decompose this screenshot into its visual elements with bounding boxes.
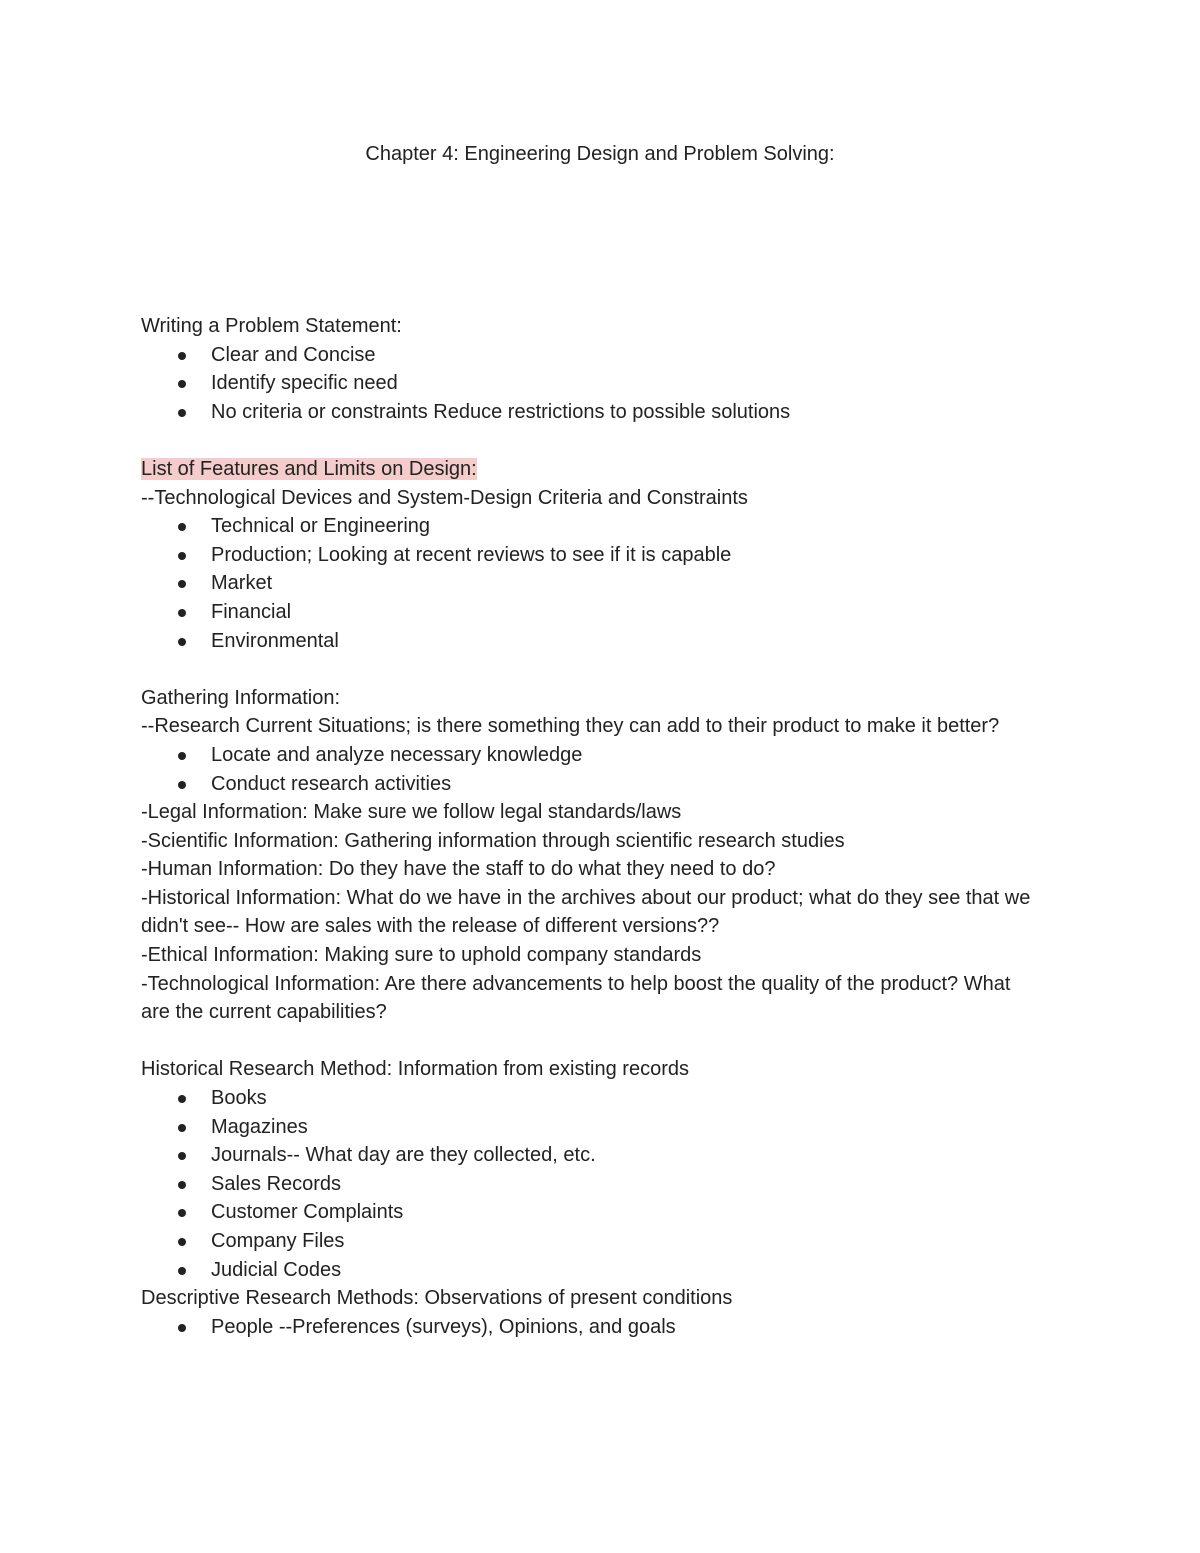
list-item: Production; Looking at recent reviews to see if it is capable bbox=[141, 541, 1041, 570]
gathering-note-scientific: -Scientific Information: Gathering information through scientific research studies bbox=[141, 829, 845, 852]
descriptive-heading: Descriptive Research Methods: Observations of present conditions bbox=[141, 1287, 733, 1310]
descriptive-list bbox=[141, 1313, 1041, 1342]
list-item: People --Preferences (surveys), Opinions, and goals bbox=[141, 1313, 1041, 1342]
list-item: No criteria or constraints Reduce restrictions to possible solutions bbox=[141, 398, 1041, 427]
list-item: Environmental bbox=[141, 627, 1041, 656]
gathering-note-technological: -Technological Information: Are there advancements to help boost the quality of the product? What are the current capabilities? bbox=[141, 972, 1011, 1024]
gathering-list bbox=[141, 741, 1041, 798]
list-item: Locate and analyze necessary knowledge bbox=[141, 741, 1041, 770]
list-item: Sales Records bbox=[141, 1170, 1041, 1199]
features-list bbox=[141, 512, 1041, 655]
gathering-note-legal: -Legal Information: Make sure we follow legal standards/laws bbox=[141, 801, 682, 824]
list-item: Company Files bbox=[141, 1227, 1041, 1256]
gathering-note-historical: -Historical Information: What do we have in the archives about our product; what do they see that we didn't see-- How are sales with the release of different versions?? bbox=[141, 886, 1031, 938]
list-item: Magazines bbox=[141, 1113, 1041, 1142]
historical-list bbox=[141, 1084, 1041, 1284]
list-item: Journals-- What day are they collected, etc. bbox=[141, 1141, 1041, 1170]
document-body bbox=[141, 312, 1041, 1341]
gathering-subheading: --Research Current Situations; is there something they can add to their product to make it better? bbox=[141, 715, 1000, 738]
historical-heading: Historical Research Method: Information from existing records bbox=[141, 1058, 689, 1081]
list-item: Financial bbox=[141, 598, 1041, 627]
list-item: Market bbox=[141, 569, 1041, 598]
features-heading-row bbox=[141, 455, 1041, 484]
list-item: Books bbox=[141, 1084, 1041, 1113]
problem-statement-heading: Writing a Problem Statement: bbox=[141, 315, 402, 337]
list-item: Conduct research activities bbox=[141, 770, 1041, 799]
features-heading: List of Features and Limits on Design: bbox=[141, 457, 477, 480]
problem-statement-list bbox=[141, 341, 1041, 427]
list-item: Technical or Engineering bbox=[141, 512, 1041, 541]
page-title: Chapter 4: Engineering Design and Problem Solving: bbox=[365, 143, 835, 165]
list-item: Identify specific need bbox=[141, 369, 1041, 398]
features-subheading: --Technological Devices and System-Design Criteria and Constraints bbox=[141, 486, 748, 509]
gathering-heading: Gathering Information: bbox=[141, 686, 340, 709]
list-item: Clear and Concise bbox=[141, 341, 1041, 370]
list-item: Customer Complaints bbox=[141, 1198, 1041, 1227]
list-item: Judicial Codes bbox=[141, 1256, 1041, 1285]
gathering-note-ethical: -Ethical Information: Making sure to uphold company standards bbox=[141, 944, 702, 967]
gathering-note-human: -Human Information: Do they have the staff to do what they need to do? bbox=[141, 858, 776, 881]
